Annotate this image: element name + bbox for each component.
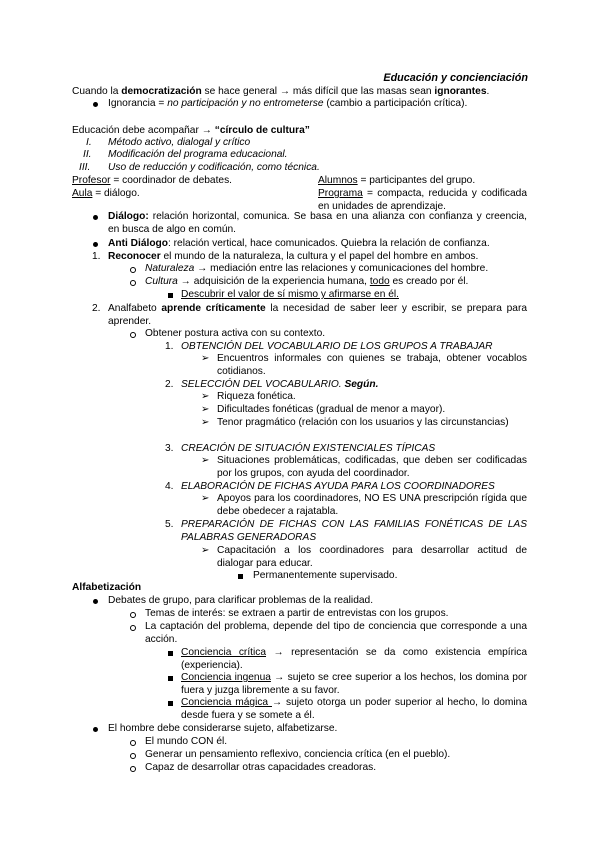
roman-num-1: I. (86, 137, 92, 148)
bullet-icon (93, 102, 98, 107)
intro-line (72, 86, 489, 99)
square-bullet-icon (238, 574, 243, 579)
cultura-text-end: es creado por él. (389, 276, 469, 287)
conciencia-magica-term: Conciencia mágica (181, 697, 272, 708)
circulo-line (72, 125, 310, 138)
intro-text-mid: se hace general → más difícil que las masas sean (201, 86, 435, 97)
step-number-1: 1. (165, 341, 174, 352)
bullet-icon (93, 599, 98, 604)
circulo-text: Educación debe acompañar → (72, 125, 215, 136)
step-2-sub-2: Dificultades fonéticas (gradual de menor a mayor). (217, 404, 446, 415)
ignorancia-italic: no participación y no entrometerse (167, 98, 324, 109)
step-title-3: CREACIÓN DE SITUACIÓN EXISTENCIALES TÍPICAS (181, 443, 436, 454)
step-2-sub-3: Tenor pragmático (relación con los usuarios y las circunstancias) (217, 417, 509, 428)
ignorancia-line (108, 98, 467, 111)
conciencia-critica-term: Conciencia crítica (181, 647, 267, 658)
step-title-2-text: SELECCIÓN DEL VOCABULARIO. (181, 379, 342, 390)
conciencia-critica-block (181, 647, 527, 672)
ignorancia-text: Ignorancia = (108, 98, 168, 109)
step-title-4: ELABORACIÓN DE FICHAS AYUDA PARA LOS COORDINADORES (181, 481, 495, 492)
circle-bullet-icon (130, 625, 136, 631)
profesor-term: Profesor (72, 175, 111, 186)
roman-item-3: Uso de reducción y codificación, como técnica. (108, 162, 320, 173)
postura-line: Obtener postura activa con su contexto. (145, 328, 326, 339)
debates-line: Debates de grupo, para clarificar problemas de la realidad. (108, 595, 374, 606)
list-number-1: 1. (92, 251, 101, 262)
supervisado-line: Permanentemente supervisado. (253, 570, 398, 581)
bullet-icon (93, 215, 98, 220)
captacion-block: La captación del problema, depende del tipo de conciencia que corresponde a una acción. (145, 621, 527, 645)
step-number-4: 4. (165, 481, 174, 492)
arrow-bullet-icon: ➢ (201, 417, 210, 428)
roman-item-1: Método activo, dialogal y crítico (108, 137, 251, 148)
hombre-sub-1: El mundo CON él. (145, 736, 228, 747)
reconocer-text: el mundo de la naturaleza, la cultura y el papel del hombre en ambos. (160, 251, 479, 262)
step-5-sub-1: Capacitación a los coordinadores para desarrollar actitud de dialogar para educar. (217, 545, 527, 569)
step-title-2 (181, 379, 378, 392)
document-title: Educación y concienciación (383, 72, 528, 84)
step-number-2: 2. (165, 379, 174, 390)
square-bullet-icon (168, 701, 173, 706)
step-title-1: OBTENCIÓN DEL VOCABULARIO DE LOS GRUPOS A TRABAJAR (181, 341, 493, 352)
bullet-icon (93, 242, 98, 247)
circle-bullet-icon (130, 753, 136, 759)
profesor-line (72, 175, 232, 188)
conciencia-ingenua-text: → sujeto se cree superior a los hechos, los domina por fuera y juzga libremente a su favor. (181, 672, 527, 696)
step-number-3: 3. (165, 443, 174, 454)
arrow-bullet-icon: ➢ (201, 404, 210, 415)
step-title-5: PREPARACIÓN DE FICHAS CON LAS FAMILIAS FONÉTICAS DE LAS PALABRAS GENERADORAS (181, 519, 527, 543)
descubrir-line: Descubrir el valor de sí mismo y afirmarse en él. (181, 289, 399, 300)
step-number-5: 5. (165, 519, 174, 530)
cultura-italic: Cultura (145, 276, 178, 287)
step-4-sub-1: Apoyos para los coordinadores, NO ES UNA prescripción rígida que debe obedecer a rajatabla. (217, 493, 527, 517)
hombre-line: El hombre debe considerarse sujeto, alfabetizarse. (108, 723, 338, 734)
intro-bold-democratizacion: democratización (121, 86, 202, 97)
analfabeto-text: Analfabeto (108, 303, 162, 314)
analfabeto-text-end: la necesidad de saber leer y escribir, se prepara para aprender. (108, 303, 528, 327)
conciencia-ingenua-term: Conciencia ingenua (181, 672, 271, 683)
profesor-def: = coordinador de debates. (110, 175, 233, 186)
aula-line (72, 188, 140, 201)
list-number-2: 2. (92, 303, 101, 314)
roman-item-2: Modificación del programa educacional. (108, 149, 288, 160)
alumnos-def: = participantes del grupo. (357, 175, 476, 186)
circle-bullet-icon (130, 766, 136, 772)
antidialogo-text: : relación vertical, hace comunicados. Quiebra la relación de confianza. (168, 238, 490, 249)
circle-bullet-icon (130, 280, 136, 286)
conciencia-ingenua-block (181, 672, 527, 697)
analfabeto-block (108, 303, 527, 328)
intro-text: Cuando la (72, 86, 122, 97)
ignorancia-text-end: (cambio a participación crítica). (323, 98, 468, 109)
reconocer-line (108, 251, 478, 264)
arrow-bullet-icon: ➢ (201, 493, 210, 504)
cultura-underline: todo (369, 276, 390, 287)
conciencia-magica-block (181, 697, 527, 722)
antidialogo-line (108, 238, 490, 251)
dialogo-bold: Diálogo: (108, 211, 149, 222)
reconocer-bold: Reconocer (108, 251, 161, 262)
step-title-2-bold: Según. (341, 379, 379, 390)
roman-num-3: III. (79, 162, 91, 173)
circle-bullet-icon (130, 332, 136, 338)
square-bullet-icon (168, 651, 173, 656)
bullet-icon (93, 727, 98, 732)
circle-bullet-icon (130, 612, 136, 618)
circle-bullet-icon (130, 267, 136, 273)
circulo-bold: “círculo de cultura” (214, 125, 310, 136)
naturaleza-line (145, 263, 488, 276)
intro-bold-ignorantes: ignorantes (434, 86, 487, 97)
arrow-bullet-icon: ➢ (201, 353, 210, 364)
square-bullet-icon (168, 676, 173, 681)
hombre-sub-3: Capaz de desarrollar otras capacidades creadoras. (145, 762, 377, 773)
hombre-sub-2: Generar un pensamiento reflexivo, conciencia crítica (en el pueblo). (145, 749, 451, 760)
dialogo-block (108, 211, 527, 236)
arrow-bullet-icon: ➢ (201, 455, 210, 466)
cultura-line (145, 276, 468, 289)
aula-term: Aula (72, 188, 93, 199)
analfabeto-bold: aprende críticamente (161, 303, 266, 314)
aula-def: = diálogo. (92, 188, 140, 199)
step-3-sub-1: Situaciones problemáticas, codificadas, que deben ser codificadas por los grupos, con ayuda del coordinador. (217, 455, 527, 479)
step-1-sub-1: Encuentros informales con quienes se trabaja, obtener vocablos cotidianos. (217, 353, 527, 377)
conciencia-critica-text: → representación se da como existencia empírica (experiencia). (181, 647, 528, 671)
step-2-sub-1: Riqueza fonética. (217, 391, 296, 402)
arrow-bullet-icon: ➢ (201, 391, 210, 402)
alumnos-line (318, 175, 475, 188)
conciencia-magica-text: → sujeto otorga un poder superior al hecho, lo domina desde fuera y se somete a él. (181, 697, 527, 721)
roman-num-2: II. (83, 149, 92, 160)
circle-bullet-icon (130, 740, 136, 746)
alumnos-term: Alumnos (318, 175, 358, 186)
antidialogo-bold: Anti Diálogo (108, 238, 168, 249)
programa-def: = compacta, reducida y codificada en unidades de aprendizaje. (318, 188, 527, 212)
arrow-bullet-icon: ➢ (201, 545, 210, 556)
intro-text-end: . (486, 86, 490, 97)
temas-line: Temas de interés: se extraen a partir de entrevistas con los grupos. (145, 608, 449, 619)
programa-block (318, 188, 527, 213)
square-bullet-icon (168, 293, 173, 298)
naturaleza-text: → mediación entre las relaciones y comunicaciones del hombre. (194, 263, 489, 274)
naturaleza-italic: Naturaleza (145, 263, 195, 274)
alfabetizacion-heading: Alfabetización (72, 582, 142, 593)
programa-term: Programa (318, 188, 363, 199)
cultura-text: → adquisición de la experiencia humana, (177, 276, 370, 287)
dialogo-text: relación horizontal, comunica. Se basa en una alianza con confianza y creencia, en busca de algo en común. (108, 211, 527, 235)
